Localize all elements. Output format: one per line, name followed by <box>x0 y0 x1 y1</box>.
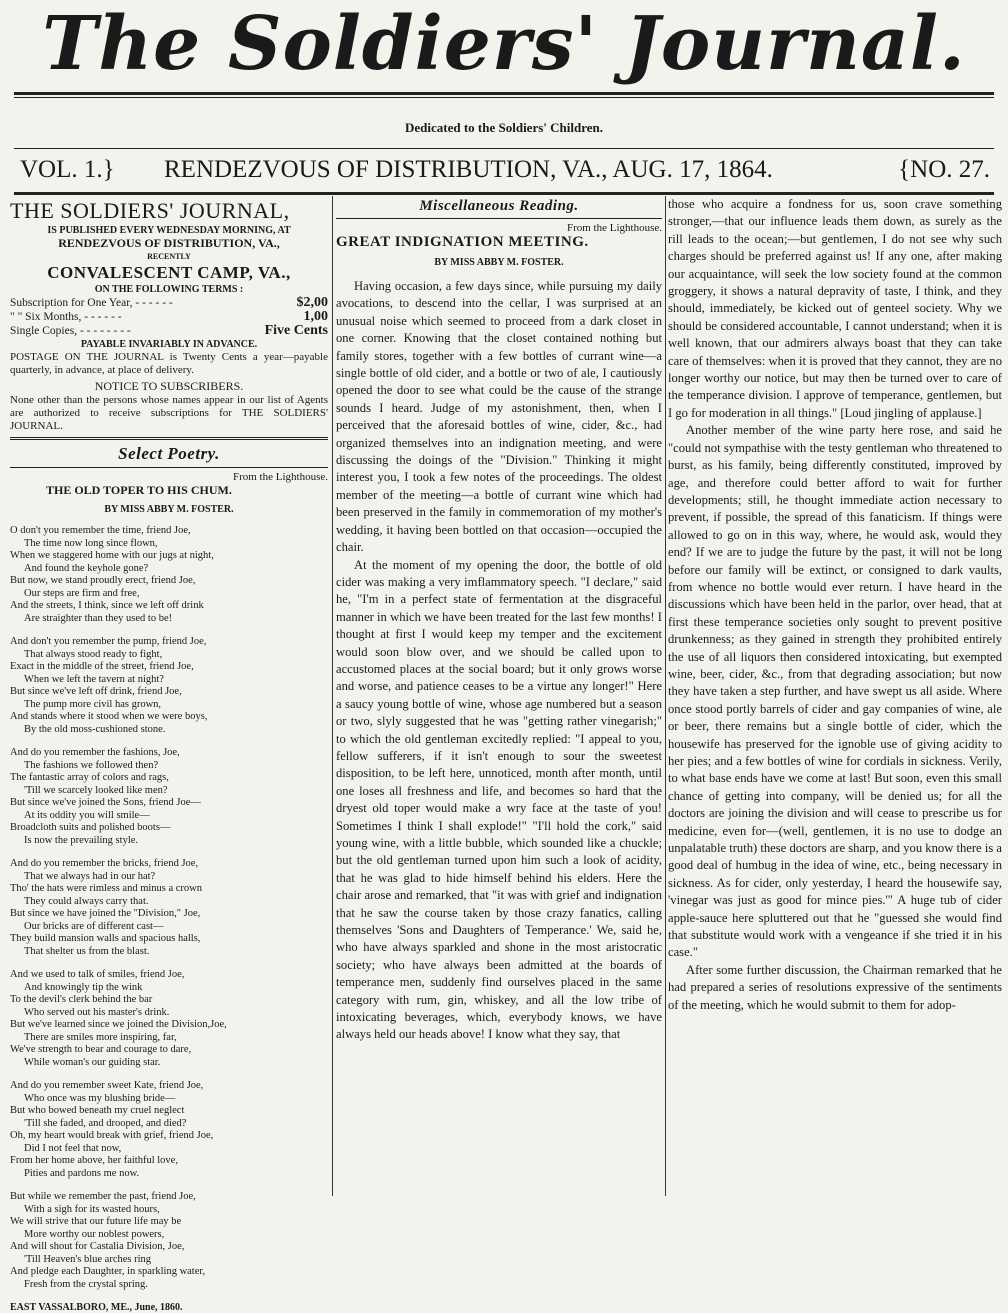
poem-line: More worthy our noblest powers, <box>24 1228 165 1240</box>
poem-line: By the old moss-cushioned stone. <box>24 723 166 735</box>
poem-line: And will shout for Castalia Division, Joe, <box>10 1241 185 1252</box>
poem-signature: EAST VASSALBORO, ME., June, 1860. <box>10 1302 183 1313</box>
poem-stanza <box>10 1080 328 1180</box>
postage-notice: POSTAGE ON THE JOURNAL is Twenty Cents a year—payable quarterly, in advance, at place of delivery. <box>10 351 328 376</box>
column-middle <box>336 196 662 1196</box>
column-divider <box>332 196 333 1196</box>
advance-notice: PAYABLE INVARIABLY IN ADVANCE. <box>80 339 258 350</box>
dateline-bottom-rule <box>14 192 994 195</box>
poem-byline: BY MISS ABBY M. FOSTER. <box>104 504 234 515</box>
poem-line: But we've learned since we joined the Division,Joe, <box>10 1019 227 1030</box>
terms-list <box>10 296 328 338</box>
journal-title: THE SOLDIERS' JOURNAL, <box>10 198 290 223</box>
volume-number: VOL. 1.} <box>20 156 115 183</box>
terms-row: " " Six Months, - - - - - - 1,00 <box>10 309 328 324</box>
column-left <box>10 196 328 1313</box>
dateline-top-rule <box>14 148 994 149</box>
poem-line: To the devil's clerk behind the bar <box>10 994 153 1005</box>
poem-line: And knowingly tip the wink <box>24 981 143 993</box>
poem-line: Oh, my heart would break with grief, friend Joe, <box>10 1130 214 1141</box>
poem-line: Is now the prevailing style. <box>24 834 139 846</box>
poem-line: The fashions we followed then? <box>24 759 159 771</box>
article-source: From the Lighthouse. <box>566 222 662 234</box>
publication-line: IS PUBLISHED EVERY WEDNESDAY MORNING, AT <box>47 225 291 236</box>
poem-line: 'Till she faded, and drooped, and died? <box>24 1117 187 1129</box>
poem-line: And do you remember the fashions, Joe, <box>10 747 180 758</box>
section-heading: Miscellaneous Reading. <box>419 198 579 214</box>
poem-line: That shelter us from the blast. <box>24 945 150 957</box>
poem-line: Are straighter than they used to be! <box>24 612 173 624</box>
poem-body <box>10 525 328 1291</box>
terms-heading: ON THE FOLLOWING TERMS : <box>94 284 244 295</box>
poem-line: Who once was my blushing bride— <box>24 1092 176 1104</box>
poem-stanza <box>10 969 328 1069</box>
poem-line: We will strive that our future life may be <box>10 1216 182 1227</box>
poem-line: And stands where it stood when we were boys, <box>10 711 208 722</box>
poem-line: While woman's our guiding star. <box>24 1056 161 1068</box>
poem-line: When we left the tavern at night? <box>24 673 164 685</box>
poem-line: But who bowed beneath my cruel neglect <box>10 1105 185 1116</box>
publication-line: RECENTLY <box>147 252 191 261</box>
poem-line: And don't you remember the pump, friend Joe, <box>10 636 207 647</box>
poem-line: When we staggered home with our jugs at night, <box>10 550 214 561</box>
column-divider <box>665 196 666 1196</box>
poem-line: There are smiles more inspiring, far, <box>24 1031 177 1043</box>
poem-line: The pump more civil has grown, <box>24 698 162 710</box>
dateline <box>14 156 994 190</box>
poem-line: Fresh from the crystal spring. <box>24 1278 148 1290</box>
masthead-rule-thin <box>14 97 994 98</box>
poem-stanza <box>10 1191 328 1291</box>
poem-line: And do you remember the bricks, friend Joe, <box>10 858 199 869</box>
poem-line: And pledge each Daughter, in sparkling water, <box>10 1266 206 1277</box>
poem-line: And the streets, I think, since we left off drink <box>10 600 204 611</box>
article-paragraph: those who acquire a fondness for us, soon crave something stronger,—that our influence leads them down, as surely as the rill leads to the ocean;—but gentlemen, I do not see why such charges should be preferred against us! If any one, after making our acquaintance, will seek the low society found at the common groggery, it shows a natural depravity of taste, I think, and they should, immediately, be kicked out of genteel society. Why we should be considered accountable, I cannot understand; when it is well known, that our admirers always boast that they can take care of themselves: when it is proved that they cannot, they are no longer worthy our notice, but may then be turned over to care of the temperance division. I approve of temperance, gentlemen, but I go for moderation in all things." [Loud jingling of applause.] <box>668 197 1002 420</box>
publication-line: RENDEZVOUS OF DISTRIBUTION, VA., <box>58 236 280 250</box>
terms-row: Single Copies, - - - - - - - - Five Cents <box>10 323 328 338</box>
poem-line: Our steps are firm and free, <box>24 587 140 599</box>
section-rule <box>10 467 328 468</box>
poem-line: From her home above, her faithful love, <box>10 1155 178 1166</box>
masthead-title: The Soldiers' Journal. <box>42 1 966 87</box>
poem-line: Exact in the middle of the street, friend Joe, <box>10 661 194 672</box>
poem-line: Broadcloth suits and polished boots— <box>10 822 171 833</box>
poem-stanza <box>10 636 328 736</box>
notice-heading: NOTICE TO SUBSCRIBERS. <box>94 379 244 393</box>
poem-line: But since we have joined the "Division," Joe, <box>10 908 201 919</box>
poem-line: 'Till Heaven's blue arches ring <box>24 1253 152 1265</box>
poem-line: The time now long since flown, <box>24 537 158 549</box>
poem-line: O don't you remember the time, friend Joe, <box>10 525 191 536</box>
column-right <box>668 196 1002 1196</box>
poem-line: And found the keyhole gone? <box>24 562 149 574</box>
poem-stanza <box>10 747 328 847</box>
article-continuation <box>668 196 1002 1014</box>
issue-number: {NO. 27. <box>898 156 990 183</box>
poem-line: We've strength to bear and courage to dare, <box>10 1044 192 1055</box>
poem-line: Our bricks are of different cast— <box>24 920 164 932</box>
poem-line: But while we remember the past, friend Joe, <box>10 1191 196 1202</box>
article-paragraph: At the moment of my opening the door, the bottle of old cider was making a very imflammatory speech. "I declare," said he, "I'm in a perfect state of fermentation at the disgraceful manner in which we have been treated for the last few months! I thought at first I would keep my temper and the excitement would soon blow over, and we should be called upon to accustomed places at the social board; but it only grows worse and worse, and patience ceases to be a virtue any longer!" Here a saucy young bottle of wine, whose age numbered but a season or two, slyly suggested that he was "getting rather vinegarish;" to which the old gentleman excitedly replied: "I appeal to you, fellow sufferers, if it isn't enough to sour the sweetest disposition, to be left here, unnoticed, month after month, until one loses all freshness and life, and becomes so hard that the dryest old toper would make a wry face at the taste of you! Sometimes I think I shall explode!" "I'll hold the cork," said young wine, with a little bubble, which sounded like a chuckle; but the old gentleman turned upon him such a look of acidity, that he was glad to hide himself behind his elders. Here the chair arose and remarked, that "it was with grief and indignation that he saw the course taken by those crazy fanatics, calling themselves 'Sons and Daughters of Temperance.' We, said he, who have always sparkled and shone in the most aristocratic society; who have always been admitted at the boards of temperance men, suddenly find ourselves placed in the same category with rum, gin, whiskey, and all the low tribe of intoxicating beverages, which, everybody knows, we have always held our heads above! I know what they say, that <box>336 557 662 1042</box>
masthead-rule <box>14 92 994 95</box>
camp-name: CONVALESCENT CAMP, VA., <box>47 263 291 282</box>
notice-text: None other than the persons whose names appear in our list of Agents are authorized to receive subscriptions for THE SOLDIERS' JOURNAL. <box>10 394 328 432</box>
poem-line: Tho' the hats were rimless and minus a crown <box>10 883 203 894</box>
dedication-line: Dedicated to the Soldiers' Children. <box>404 120 603 135</box>
terms-row: Subscription for One Year, - - - - - - $2,00 <box>10 295 328 310</box>
section-rule <box>336 218 662 219</box>
poem-line: But now, we stand proudly erect, friend Joe, <box>10 575 196 586</box>
poem-line: With a sigh for its wasted hours, <box>24 1203 160 1215</box>
article-paragraph: After some further discussion, the Chairman remarked that he had prepared a series of resolutions expressive of the sentiments of the meeting, which he would submit to them for adop- <box>668 962 1002 1012</box>
poem-line: But since we've left off drink, friend Joe, <box>10 686 182 697</box>
article-body <box>336 278 662 1044</box>
article-paragraph: Having occasion, a few days since, while pursuing my daily avocations, to descend into the cellar, I was surprised at an unusual noise which seemed to proceed from a dark closet in one corner. Knowing that the closet contained nothing but family stores, together with a few bottles of currant wine—a single bottle of old cider, and a bottle or two of ale, I cautiously opened the door to see what could be the cause of the strange sounds I heard. Judge of my astonishment, then, when I perceived that the aforesaid bottles of wine, cider, &c., had organized themselves into an indignation meeting, and were discussing the doings of the "Division." Thinking it might interest you, I took a few notes of the proceedings. The oldest member of the meeting—a bottle of currant wine which had been preserved in the family in commemoration of my mother's wedding, it having been bottled on that occasion—occupied the chair. <box>336 279 662 555</box>
poem-line: That always stood ready to fight, <box>24 648 163 660</box>
poem-line: But since we've joined the Sons, friend Joe— <box>10 797 201 808</box>
poem-line: That we always had in our hat? <box>24 870 156 882</box>
section-heading: Select Poetry. <box>118 444 220 463</box>
place-and-date: RENDEZVOUS OF DISTRIBUTION, VA., AUG. 17, 1864. <box>164 156 773 183</box>
poem-stanza <box>10 525 328 625</box>
article-byline: BY MISS ABBY M. FOSTER. <box>434 257 564 268</box>
poem-line: They could always carry that. <box>24 895 149 907</box>
poem-line: 'Till we scarcely looked like men? <box>24 784 168 796</box>
poem-line: They build mansion walls and spacious halls, <box>10 933 201 944</box>
poem-stanza <box>10 858 328 958</box>
section-rule <box>10 437 328 440</box>
poem-line: And we used to talk of smiles, friend Joe, <box>10 969 185 980</box>
poem-source: From the Lighthouse. <box>232 471 328 483</box>
poem-line: Did I not feel that now, <box>24 1142 122 1154</box>
poem-line: Pities and pardons me now. <box>24 1167 140 1179</box>
article-paragraph: Another member of the wine party here rose, and said he "could not sympathise with the testy gentleman who threatened to burst, as his family, being differently constituted, improved by age, and therefore could better afford to wait for further developments; still, he thought immediate action necessary to prevent, if possible, the spread of this fanaticism. If things were allowed to go on in this way, where, he would ask, would they end? If we are to judge the future by the past, it will not be long before our family will be extinct, or consigned to dark vaults, from whence no bottle would ever return. I have heard in the discussions which have been held in the parlor, over head, that at first these temperance societies only sought to prevent positive drunkenness; as they gained in strength they prohibited entirely the use of all liquors then considered intoxicating, but exempted wine, beer, cider, &c., from that degrading association; but now they have taken a step further, and have swept us all aside. Where once stood portly barrels of cider and gay companies of wine, ale or beer, there remains but a single bottle of cider, which the housewife has preserved for the ignoble use of giving acidity to her pies; and a few bottles of wine for cordials in sickness. Verily, to what base ends have we come at last! But soon, even this small chance of getting into company, will be denied us; for all the doctors are joining the division and will cease to prescribe us for medicine, even for—(well, gentlemen, it is no use to dodge an unpalatable truth) these doctors are sharp, and you know there is a good deal of humbug in the idea of wine, etc., being necessary in sickness. As for cider, only yesterday, I heard the housewife say, 'vinegar was just as good for mince pies.'" A huge tub of cider apple-sauce here spluttered out that he "guessed she would find that substitute would work with a vengeance if she tried it in his case." <box>668 423 1002 960</box>
poem-title: THE OLD TOPER TO HIS CHUM. <box>46 483 232 497</box>
poem-line: The fantastic array of colors and rags, <box>10 772 169 783</box>
poem-line: And do you remember sweet Kate, friend Joe, <box>10 1080 204 1091</box>
poem-line: Who served out his master's drink. <box>24 1006 170 1018</box>
article-title: GREAT INDIGNATION MEETING. <box>336 234 589 250</box>
poem-line: At its oddity you will smile— <box>24 809 150 821</box>
